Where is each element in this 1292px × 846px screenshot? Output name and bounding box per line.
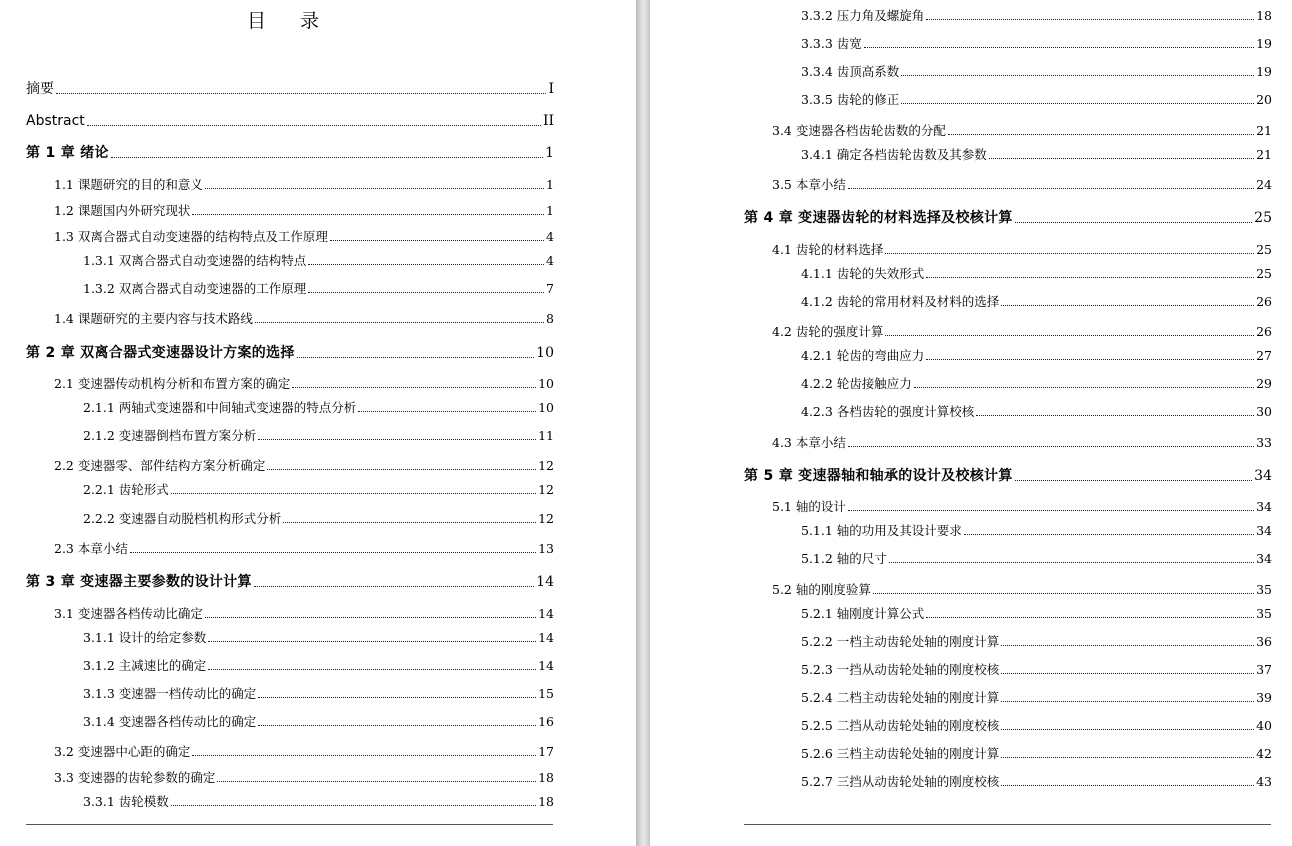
toc-entry-page: 12 [538,458,554,473]
toc-entry-label: 5.1.2 轴的尺寸 [801,551,887,566]
toc-entry[interactable] [772,242,1272,258]
toc-entry-label: 1.3 双离合器式自动变速器的结构特点及工作原理 [54,229,328,244]
toc-dot-leader [297,356,535,358]
toc-entry-page: 35 [1256,582,1272,597]
toc-dot-leader [1001,304,1254,306]
toc-entry-page: 7 [546,281,554,296]
toc-entry-page: 34 [1256,551,1272,566]
toc-entry[interactable] [83,482,554,498]
toc-entry[interactable] [83,428,554,444]
toc-entry-label: 第 2 章 双离合器式变速器设计方案的选择 [26,345,295,361]
toc-entry[interactable] [54,770,554,786]
toc-dot-leader [1001,728,1254,730]
toc-entry[interactable] [83,511,554,527]
toc-entry[interactable] [801,404,1272,420]
toc-entry[interactable] [801,294,1272,310]
toc-entry-label: 5.1 轴的设计 [772,499,846,514]
toc-dot-leader [926,616,1254,618]
toc-entry[interactable] [54,744,554,760]
toc-entry[interactable] [801,348,1272,364]
toc-dot-leader [926,358,1254,360]
toc-dot-leader [848,187,1254,189]
toc-entry[interactable] [801,606,1272,622]
toc-entry-page: 11 [538,428,554,443]
toc-entry[interactable] [26,112,554,130]
toc-entry-label: 5.2.2 一档主动齿轮处轴的刚度计算 [801,634,1000,649]
toc-entry-label: 3.3.1 齿轮模数 [83,794,169,809]
toc-entry-page: 18 [538,794,554,809]
toc-entry-page: 15 [538,686,554,701]
toc-dot-leader [848,509,1254,511]
toc-entry-page: 27 [1256,348,1272,363]
toc-entry[interactable] [54,458,554,474]
toc-entry-page: 36 [1256,634,1272,649]
toc-dot-leader [358,410,536,412]
toc-dot-leader [208,640,536,642]
toc-entry-page: 8 [546,311,554,326]
toc-entry-page: 39 [1256,690,1272,705]
toc-entry-page: 37 [1256,662,1272,677]
toc-entry-label: 1.3.2 双离合器式自动变速器的工作原理 [83,281,307,296]
toc-entry-page: 42 [1256,746,1272,761]
toc-dot-leader [1001,700,1254,702]
toc-dot-leader [217,780,536,782]
toc-entry-label: 2.2.1 齿轮形式 [83,482,169,497]
toc-entry[interactable] [26,144,554,162]
toc-entry[interactable] [801,551,1272,567]
toc-entry[interactable] [801,774,1272,790]
toc-entry[interactable] [54,203,554,219]
toc-entry[interactable] [801,718,1272,734]
toc-entry-label: 第 1 章 绪论 [26,145,109,161]
toc-entry[interactable] [801,523,1272,539]
toc-entry-label: 5.2.6 三档主动齿轮处轴的刚度计算 [801,746,1000,761]
toc-entry-label: 3.3.2 压力角及螺旋角 [801,8,925,23]
toc-entry-label: 5.2.3 一挡从动齿轮处轴的刚度校核 [801,662,1000,677]
toc-entry-page: 40 [1256,718,1272,733]
toc-entry-page: 26 [1256,324,1272,339]
toc-entry-page: 4 [546,229,554,244]
toc-dot-leader [130,551,536,553]
toc-entry-label: 摘要 [26,81,54,97]
toc-entry-label: 1.2 课题国内外研究现状 [54,203,191,218]
toc-dot-leader [901,74,1254,76]
toc-entry-page: 14 [538,658,554,673]
toc-entry[interactable] [54,229,554,245]
toc-entry-page: 20 [1256,92,1272,107]
toc-entry-page: 34 [1256,499,1272,514]
toc-entry-page: 10 [538,400,554,415]
toc-entry[interactable] [801,376,1272,392]
toc-title: 目 录 [246,10,334,32]
toc-entry-page: 30 [1256,404,1272,419]
toc-dot-leader [205,187,544,189]
toc-entry-page: 25 [1256,266,1272,281]
toc-entry-page: 18 [1256,8,1272,23]
toc-entry[interactable] [83,686,554,702]
toc-entry-label: 4.2 齿轮的强度计算 [772,324,884,339]
toc-entry[interactable] [801,634,1272,650]
toc-entry-label: 2.2 变速器零、部件结构方案分析确定 [54,458,266,473]
toc-entry[interactable] [772,582,1272,598]
toc-dot-leader [976,414,1254,416]
toc-dot-leader [885,252,1254,254]
toc-entry-label: Abstract [26,113,85,129]
toc-entry-label: 3.3.3 齿宽 [801,36,862,51]
toc-entry-label: 5.2.5 二挡从动齿轮处轴的刚度校核 [801,718,1000,733]
toc-entry-page: I [548,81,554,97]
toc-dot-leader [292,386,536,388]
toc-entry-label: 5.2.7 三挡从动齿轮处轴的刚度校核 [801,774,1000,789]
toc-entry-page: 34 [1254,468,1272,484]
toc-dot-leader [1001,672,1254,674]
toc-entry[interactable] [744,467,1272,485]
toc-entry-label: 3.4.1 确定各档齿轮齿数及其参数 [801,147,987,162]
toc-entry-label: 第 5 章 变速器轴和轴承的设计及校核计算 [744,468,1013,484]
toc-entry-page: 19 [1256,64,1272,79]
toc-dot-leader [258,724,536,726]
toc-entry-label: 3.3.5 齿轮的修正 [801,92,900,107]
toc-entry[interactable] [801,8,1272,24]
toc-dot-leader [87,124,541,126]
toc-entry[interactable] [772,499,1272,515]
toc-entry[interactable] [54,606,554,622]
toc-dot-leader [308,263,544,265]
toc-entry-page: 19 [1256,36,1272,51]
toc-entry-page: 21 [1256,147,1272,162]
toc-page-right [650,0,1292,846]
toc-entry-page: 18 [538,770,554,785]
toc-entry[interactable] [801,64,1272,80]
toc-entry[interactable] [54,311,554,327]
toc-entry[interactable] [801,746,1272,762]
toc-entry-label: 3.1.4 变速器各档传动比的确定 [83,714,257,729]
toc-entry-page: 26 [1256,294,1272,309]
toc-entry-label: 3.1.3 变速器一档传动比的确定 [83,686,257,701]
toc-entry-label: 2.1 变速器传动机构分析和布置方案的确定 [54,376,291,391]
toc-entry-label: 2.1.1 两轴式变速器和中间轴式变速器的特点分析 [83,400,357,415]
toc-entry-label: 5.2.4 二档主动齿轮处轴的刚度计算 [801,690,1000,705]
toc-entry[interactable] [83,400,554,416]
toc-entry-label: 1.4 课题研究的主要内容与技术路线 [54,311,253,326]
toc-dot-leader [1015,221,1253,223]
toc-entry-label: 2.1.2 变速器倒档布置方案分析 [83,428,257,443]
toc-dot-leader [205,616,536,618]
toc-entry[interactable] [54,541,554,557]
toc-entry[interactable] [801,690,1272,706]
toc-entry[interactable] [83,714,554,730]
toc-entry[interactable] [26,80,554,98]
toc-entry-label: 4.3 本章小结 [772,435,846,450]
toc-entry[interactable] [772,435,1272,451]
toc-entry-page: 25 [1256,242,1272,257]
toc-entry-label: 4.1.1 齿轮的失效形式 [801,266,925,281]
toc-dot-leader [1001,644,1254,646]
toc-entry-label: 5.2 轴的刚度验算 [772,582,871,597]
toc-entry[interactable] [744,209,1272,227]
toc-entry-page: 4 [546,253,554,268]
toc-entry-page: 12 [538,511,554,526]
toc-entry-page: 10 [536,345,554,361]
toc-entry-label: 5.1.1 轴的功用及其设计要求 [801,523,962,538]
toc-dot-leader [948,133,1254,135]
toc-entry-label: 3.2 变速器中心距的确定 [54,744,191,759]
toc-entry-page: 43 [1256,774,1272,789]
toc-entry[interactable] [772,177,1272,193]
page-gutter [636,0,650,846]
toc-entry-page: 13 [538,541,554,556]
toc-entry-page: 24 [1256,177,1272,192]
toc-entry-page: 29 [1256,376,1272,391]
toc-dot-leader [864,46,1254,48]
toc-dot-leader [889,561,1254,563]
toc-entry[interactable] [83,253,554,269]
toc-dot-leader [192,754,536,756]
toc-dot-leader [901,102,1254,104]
toc-entry[interactable] [83,794,554,810]
toc-entry-label: 3.3 变速器的齿轮参数的确定 [54,770,216,785]
toc-dot-leader [258,696,536,698]
toc-dot-leader [926,18,1254,20]
toc-dot-leader [964,533,1254,535]
toc-page-left [0,0,636,846]
toc-entry-label: 4.2.1 轮齿的弯曲应力 [801,348,925,363]
toc-entry-page: 33 [1256,435,1272,450]
toc-entry[interactable] [801,662,1272,678]
toc-entry-page: 21 [1256,123,1272,138]
toc-entry-page: 34 [1256,523,1272,538]
toc-entry[interactable] [772,324,1272,340]
toc-entry[interactable] [54,177,554,193]
toc-entry-page: 1 [546,203,554,218]
toc-entry[interactable] [801,266,1272,282]
toc-entry-label: 1.3.1 双离合器式自动变速器的结构特点 [83,253,307,268]
toc-dot-leader [258,438,536,440]
toc-entry[interactable] [801,36,1272,52]
toc-entry-label: 4.2.3 各档齿轮的强度计算校核 [801,404,975,419]
toc-entry[interactable] [801,92,1272,108]
toc-entry-label: 第 4 章 变速器齿轮的材料选择及校核计算 [744,210,1013,226]
toc-dot-leader [1001,756,1254,758]
toc-entry[interactable] [26,344,554,362]
toc-dot-leader [926,276,1254,278]
toc-entry[interactable] [54,376,554,392]
toc-entry[interactable] [26,573,554,591]
footer-rule-right [744,824,1271,825]
toc-dot-leader [192,213,544,215]
toc-entry-label: 3.1 变速器各档传动比确定 [54,606,203,621]
toc-entry[interactable] [772,123,1272,139]
toc-dot-leader [885,334,1254,336]
toc-dot-leader [56,92,546,94]
toc-entry-page: 35 [1256,606,1272,621]
toc-dot-leader [1015,479,1253,481]
toc-dot-leader [254,585,534,587]
toc-dot-leader [111,156,543,158]
toc-entry-label: 4.1.2 齿轮的常用材料及材料的选择 [801,294,1000,309]
toc-dot-leader [171,492,536,494]
toc-entry-label: 4.1 齿轮的材料选择 [772,242,884,257]
toc-entry-page: 14 [538,630,554,645]
toc-entry-label: 2.2.2 变速器自动脱档机构形式分析 [83,511,282,526]
toc-dot-leader [267,468,536,470]
toc-entry-label: 1.1 课题研究的目的和意义 [54,177,203,192]
footer-rule-left [26,824,553,825]
toc-dot-leader [255,321,544,323]
toc-dot-leader [330,239,544,241]
toc-dot-leader [989,157,1254,159]
toc-entry[interactable] [83,630,554,646]
toc-entry-label: 3.3.4 齿顶高系数 [801,64,900,79]
toc-dot-leader [308,291,544,293]
toc-entry-page: 10 [538,376,554,391]
toc-entry-label: 3.1.1 设计的给定参数 [83,630,207,645]
toc-entry-page: 25 [1254,210,1272,226]
toc-entry-page: II [542,113,554,129]
toc-entry-label: 3.5 本章小结 [772,177,846,192]
toc-entry-page: 16 [538,714,554,729]
toc-entry-label: 第 3 章 变速器主要参数的设计计算 [26,574,252,590]
toc-entry-page: 1 [545,145,554,161]
toc-entry-page: 14 [538,606,554,621]
toc-dot-leader [283,521,536,523]
toc-entry-page: 1 [546,177,554,192]
toc-entry-label: 3.4 变速器各档齿轮齿数的分配 [772,123,946,138]
toc-entry-label: 3.1.2 主减速比的确定 [83,658,207,673]
toc-entry-page: 17 [538,744,554,759]
toc-entry-page: 12 [538,482,554,497]
toc-entry[interactable] [83,281,554,297]
toc-dot-leader [1001,784,1254,786]
toc-entry-page: 14 [536,574,554,590]
toc-entry-label: 5.2.1 轴刚度计算公式 [801,606,925,621]
toc-dot-leader [848,445,1254,447]
toc-entry-label: 4.2.2 轮齿接触应力 [801,376,912,391]
toc-dot-leader [171,804,536,806]
toc-entry-label: 2.3 本章小结 [54,541,128,556]
toc-entry[interactable] [83,658,554,674]
toc-dot-leader [208,668,536,670]
toc-dot-leader [873,592,1254,594]
toc-entry[interactable] [801,147,1272,163]
toc-dot-leader [914,386,1254,388]
